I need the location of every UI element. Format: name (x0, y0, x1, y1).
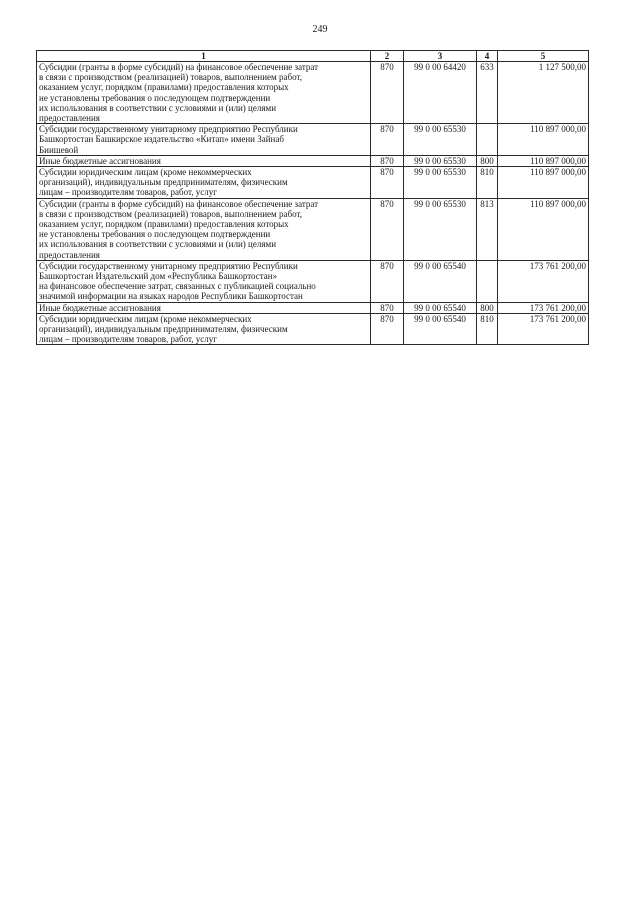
row-ministry-code: 870 (371, 62, 404, 124)
row-expense-type: 800 (477, 155, 498, 166)
row-ministry-code: 870 (371, 302, 404, 313)
row-name: Иные бюджетные ассигнования (37, 302, 371, 313)
row-name: Субсидии юридическим лицам (кроме некоммерческих организаций), индивидуальным предпринимателям, физическим лицам – производителям товаров, работ, услуг (37, 167, 371, 199)
row-ministry-code: 870 (371, 198, 404, 260)
budget-table (36, 50, 589, 345)
row-article-code: 99 0 00 65530 (404, 124, 477, 156)
table-row (37, 260, 589, 302)
row-ministry-code: 870 (371, 155, 404, 166)
header-col-3: 3 (404, 51, 477, 62)
row-ministry-code: 870 (371, 313, 404, 345)
header-col-4: 4 (477, 51, 498, 62)
row-expense-type: 800 (477, 302, 498, 313)
table-row (37, 124, 589, 156)
row-article-code: 99 0 00 65530 (404, 198, 477, 260)
row-expense-type (477, 260, 498, 302)
row-article-code: 99 0 00 65540 (404, 302, 477, 313)
row-name: Субсидии (гранты в форме субсидий) на финансовое обеспечение затрат в связи с производством (реализацией) товаров, выполнением работ, оказанием услуг, порядком (правилами) предоставления которых не установлены требования о последующем подтверждении их использования в соответствии с условиями и (или) целями предоставления (37, 62, 371, 124)
row-ministry-code: 870 (371, 167, 404, 199)
row-amount: 173 761 200,00 (498, 313, 589, 345)
page-number: 249 (312, 24, 328, 35)
row-ministry-code: 870 (371, 124, 404, 156)
row-amount: 173 761 200,00 (498, 260, 589, 302)
row-amount: 110 897 000,00 (498, 155, 589, 166)
row-expense-type: 810 (477, 167, 498, 199)
row-expense-type (477, 124, 498, 156)
table-body (37, 62, 589, 345)
row-amount: 1 127 500,00 (498, 62, 589, 124)
row-expense-type: 810 (477, 313, 498, 345)
table-row (37, 155, 589, 166)
table-row (37, 167, 589, 199)
table-row (37, 313, 589, 345)
row-amount: 110 897 000,00 (498, 198, 589, 260)
row-ministry-code: 870 (371, 260, 404, 302)
row-amount: 110 897 000,00 (498, 124, 589, 156)
header-col-5: 5 (498, 51, 589, 62)
row-expense-type: 633 (477, 62, 498, 124)
table-header-row (37, 51, 589, 62)
row-article-code: 99 0 00 65530 (404, 155, 477, 166)
table-row (37, 302, 589, 313)
row-article-code: 99 0 00 65540 (404, 313, 477, 345)
row-article-code: 99 0 00 65530 (404, 167, 477, 199)
header-col-2: 2 (371, 51, 404, 62)
row-name: Субсидии государственному унитарному предприятию Республики Башкортостан Башкирское издательство «Китап» имени Зайнаб Биишевой (37, 124, 371, 156)
row-name: Иные бюджетные ассигнования (37, 155, 371, 166)
header-col-1: 1 (37, 51, 371, 62)
row-amount: 173 761 200,00 (498, 302, 589, 313)
row-article-code: 99 0 00 65540 (404, 260, 477, 302)
row-expense-type: 813 (477, 198, 498, 260)
table-row (37, 198, 589, 260)
row-name: Субсидии (гранты в форме субсидий) на финансовое обеспечение затрат в связи с производством (реализацией) товаров, выполнением работ, оказанием услуг, порядком (правилами) предоставления которых не установлены требования о последующем подтверждении их использования в соответствии с условиями и (или) целями предоставления (37, 198, 371, 260)
table-row (37, 62, 589, 124)
row-name: Субсидии юридическим лицам (кроме некоммерческих организаций), индивидуальным предпринимателям, физическим лицам – производителям товаров, работ, услуг (37, 313, 371, 345)
row-amount: 110 897 000,00 (498, 167, 589, 199)
row-article-code: 99 0 00 64420 (404, 62, 477, 124)
row-name: Субсидии государственному унитарному предприятию Республики Башкортостан Издательский дом «Республика Башкортостан» на финансовое обеспечение затрат, связанных с публикацией социально значимой информации на языках народов Республики Башкортостан (37, 260, 371, 302)
